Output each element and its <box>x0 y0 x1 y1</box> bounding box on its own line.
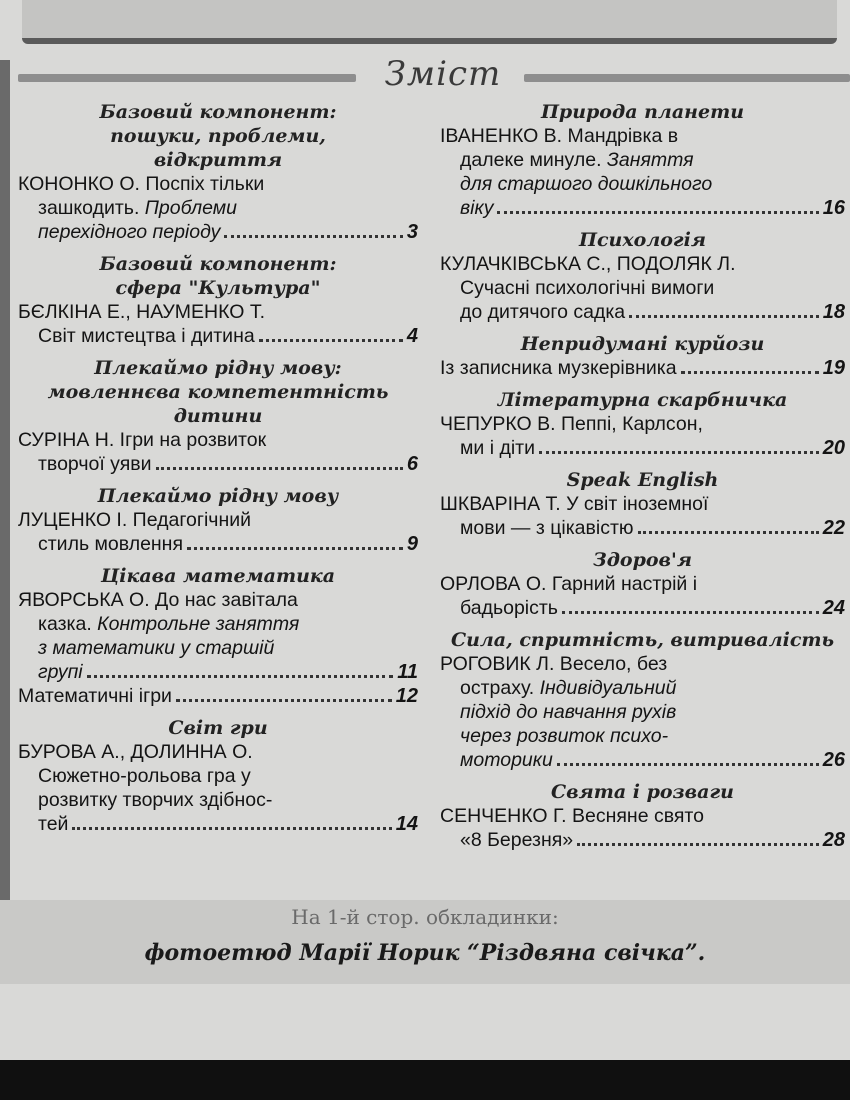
left-edge <box>0 60 10 950</box>
dot-leader <box>224 235 402 238</box>
toc-section <box>440 780 845 852</box>
section-heading: пошуки, проблеми, <box>110 125 326 147</box>
contents-right-column <box>440 100 845 860</box>
entry-title-end: «8 Березня» <box>460 829 574 851</box>
toc-entry[interactable] <box>18 588 418 684</box>
cover-caption: фотоетюд Марії Норик “Різдвяна свічка”. <box>144 940 706 966</box>
entry-line: зашкодить. Проблеми <box>38 197 237 219</box>
dot-leader <box>681 371 819 374</box>
entry-line: ЧЕПУРКО В. Пеппі, Карлсон, <box>440 413 703 435</box>
page-number: 22 <box>822 517 845 539</box>
toc-section <box>440 548 845 620</box>
section-heading: Психологія <box>579 229 706 251</box>
entry-title-end: тей <box>38 813 69 835</box>
entry-line: БЄЛКІНА Е., НАУМЕНКО Т. <box>18 301 265 323</box>
cover-label: На 1-й стор. обкладинки: <box>291 905 559 929</box>
section-heading: Базовий компонент: <box>99 253 337 275</box>
entry-last-line <box>440 828 845 852</box>
page-number: 19 <box>822 357 845 379</box>
section-heading: Плекаймо рідну мову <box>97 485 339 507</box>
entry-last-line <box>440 436 845 460</box>
title-rule-left <box>18 74 356 82</box>
page-number: 16 <box>822 197 845 219</box>
entry-line: ЛУЦЕНКО І. Педагогічний <box>18 509 252 531</box>
page-number: 9 <box>406 533 418 555</box>
section-heading: Свята і розваги <box>551 781 734 803</box>
entry-line: підхід до навчання рухів <box>460 701 677 723</box>
toc-section <box>440 388 845 460</box>
toc-entry[interactable] <box>440 652 845 772</box>
section-heading: Цікава математика <box>100 565 336 587</box>
section-heading: Природа планети <box>540 101 745 123</box>
dot-leader <box>156 467 403 470</box>
dot-leader <box>539 451 819 454</box>
entry-line: ОРЛОВА О. Гарний настрій і <box>440 573 698 595</box>
entry-line: далеке минуле. Заняття <box>460 149 694 171</box>
entry-title-end: Математичні ігри <box>18 685 172 707</box>
toc-entry[interactable] <box>440 252 845 324</box>
title-row <box>18 54 850 94</box>
section-heading: Базовий компонент: <box>99 101 337 123</box>
page-number: 4 <box>406 325 418 347</box>
section-heading: Літературна скарбничка <box>497 389 788 411</box>
toc-section <box>440 228 845 324</box>
entry-title-end: до дитячого садка <box>460 301 626 323</box>
entry-line: ЯВОРСЬКА О. До нас завітала <box>18 589 298 611</box>
entry-line: КУЛАЧКІВСЬКА С., ПОДОЛЯК Л. <box>440 253 736 275</box>
entry-line: остраху. Індивідуальний <box>460 677 677 699</box>
entry-last-line <box>440 300 845 324</box>
toc-entry[interactable] <box>440 804 845 852</box>
entry-last-line <box>18 220 418 244</box>
toc-entry[interactable] <box>440 492 845 540</box>
entry-last-line <box>18 324 418 348</box>
toc-section <box>440 628 845 772</box>
section-heading: Здоров'я <box>593 549 692 571</box>
subtitle-text: Контрольне заняття <box>97 613 300 635</box>
page-number: 18 <box>822 301 845 323</box>
entry-line: для старшого дошкільного <box>460 173 713 195</box>
toc-entry[interactable] <box>440 572 845 620</box>
entry-last-line <box>18 660 418 684</box>
entry-line: розвитку творчих здібнос- <box>38 789 273 811</box>
bottom-shadow <box>0 1060 850 1100</box>
page-number: 14 <box>395 813 418 835</box>
dot-leader <box>497 211 818 214</box>
toc-entry[interactable] <box>18 428 418 476</box>
dot-leader <box>577 843 819 846</box>
section-heading: мовленнєва компетентність <box>47 381 389 403</box>
entry-line: КОНОНКО О. Поспіх тільки <box>18 173 265 195</box>
section-heading: Світ гри <box>168 717 268 739</box>
entry-line: СУРІНА Н. Ігри на розвиток <box>18 429 267 451</box>
entry-title-end: Із записника музкерівника <box>440 357 677 379</box>
page-number: 28 <box>822 829 845 851</box>
entry-line: через розвиток психо- <box>460 725 669 747</box>
section-heading: сфера "Культура" <box>115 277 321 299</box>
dot-leader <box>176 699 392 702</box>
section-heading: Плекаймо рідну мову: <box>94 357 342 379</box>
entry-line: СЕНЧЕНКО Г. Весняне свято <box>440 805 704 827</box>
page-number: 6 <box>406 453 418 475</box>
entry-title-end: творчої уяви <box>38 453 152 475</box>
entry-last-line <box>440 356 845 380</box>
toc-section <box>18 356 418 476</box>
entry-last-line <box>440 748 845 772</box>
dot-leader <box>638 531 819 534</box>
page-title: Зміст <box>384 54 502 94</box>
entry-title-end: перехідного періоду <box>38 221 221 243</box>
toc-entry[interactable] <box>440 124 845 220</box>
toc-section <box>18 252 418 348</box>
dot-leader <box>87 675 394 678</box>
entry-title-end: мови — з цікавістю <box>460 517 634 539</box>
page-number: 12 <box>395 685 418 707</box>
page-number: 26 <box>822 749 845 771</box>
toc-entry[interactable] <box>18 172 418 244</box>
entry-title-end: стиль мовлення <box>38 533 184 555</box>
entry-line: Сучасні психологічні вимоги <box>460 277 715 299</box>
dot-leader <box>259 339 403 342</box>
entry-last-line <box>440 596 845 620</box>
subtitle-text: Проблеми <box>144 197 237 219</box>
subtitle-text: Заняття <box>606 149 694 171</box>
title-rule-right <box>524 74 850 82</box>
toc-section <box>440 100 845 220</box>
entry-title-end: ми і діти <box>460 437 536 459</box>
dot-leader <box>629 315 819 318</box>
toc-entry[interactable] <box>440 412 845 460</box>
section-heading: дитини <box>173 405 263 427</box>
toc-section <box>18 100 418 244</box>
dot-leader <box>187 547 403 550</box>
toc-section <box>440 332 845 380</box>
entry-line: з математики у старшій <box>38 637 275 659</box>
entry-title-end: Світ мистецтва і дитина <box>38 325 255 347</box>
toc-section <box>440 468 845 540</box>
entry-title-end: бадьорість <box>460 597 558 619</box>
entry-last-line <box>18 684 418 708</box>
entry-title-end: віку <box>460 197 494 219</box>
entry-last-line <box>440 516 845 540</box>
toc-entry[interactable] <box>440 356 845 380</box>
section-heading: Непридумані курйози <box>520 333 765 355</box>
toc-entry[interactable] <box>18 508 418 556</box>
section-heading: Speak English <box>566 469 719 491</box>
entry-last-line <box>18 532 418 556</box>
toc-entry[interactable] <box>18 740 418 836</box>
entry-line: БУРОВА А., ДОЛИННА О. <box>18 741 253 763</box>
page-number: 11 <box>397 661 418 683</box>
entry-title-end: моторики <box>460 749 553 771</box>
subtitle-text: Індивідуальний <box>539 677 677 699</box>
toc-entry[interactable] <box>18 300 418 348</box>
toc-section <box>18 716 418 836</box>
page-number: 24 <box>822 597 845 619</box>
entry-last-line <box>18 452 418 476</box>
entry-title-end: групі <box>38 661 83 683</box>
entry-last-line <box>440 196 845 220</box>
entry-line: РОГОВИК Л. Весело, без <box>440 653 668 675</box>
entry-line: ШКВАРІНА Т. У світ іноземної <box>440 493 709 515</box>
dot-leader <box>557 763 819 766</box>
entry-line: казка. Контрольне заняття <box>38 613 300 635</box>
entry-line: Сюжетно-рольова гра у <box>38 765 251 787</box>
entry-last-line <box>18 812 418 836</box>
toc-entry[interactable] <box>18 684 418 708</box>
entry-line: ІВАНЕНКО В. Мандрівка в <box>440 125 679 147</box>
section-heading: Сила, спритність, витривалість <box>450 629 835 651</box>
toc-section <box>18 564 418 708</box>
contents-left-column <box>18 100 418 844</box>
top-frame <box>22 0 837 44</box>
dot-leader <box>72 827 391 830</box>
section-heading: відкриття <box>153 149 283 171</box>
page-number: 20 <box>822 437 845 459</box>
toc-section <box>18 484 418 556</box>
page-number: 3 <box>406 221 418 243</box>
dot-leader <box>562 611 819 614</box>
